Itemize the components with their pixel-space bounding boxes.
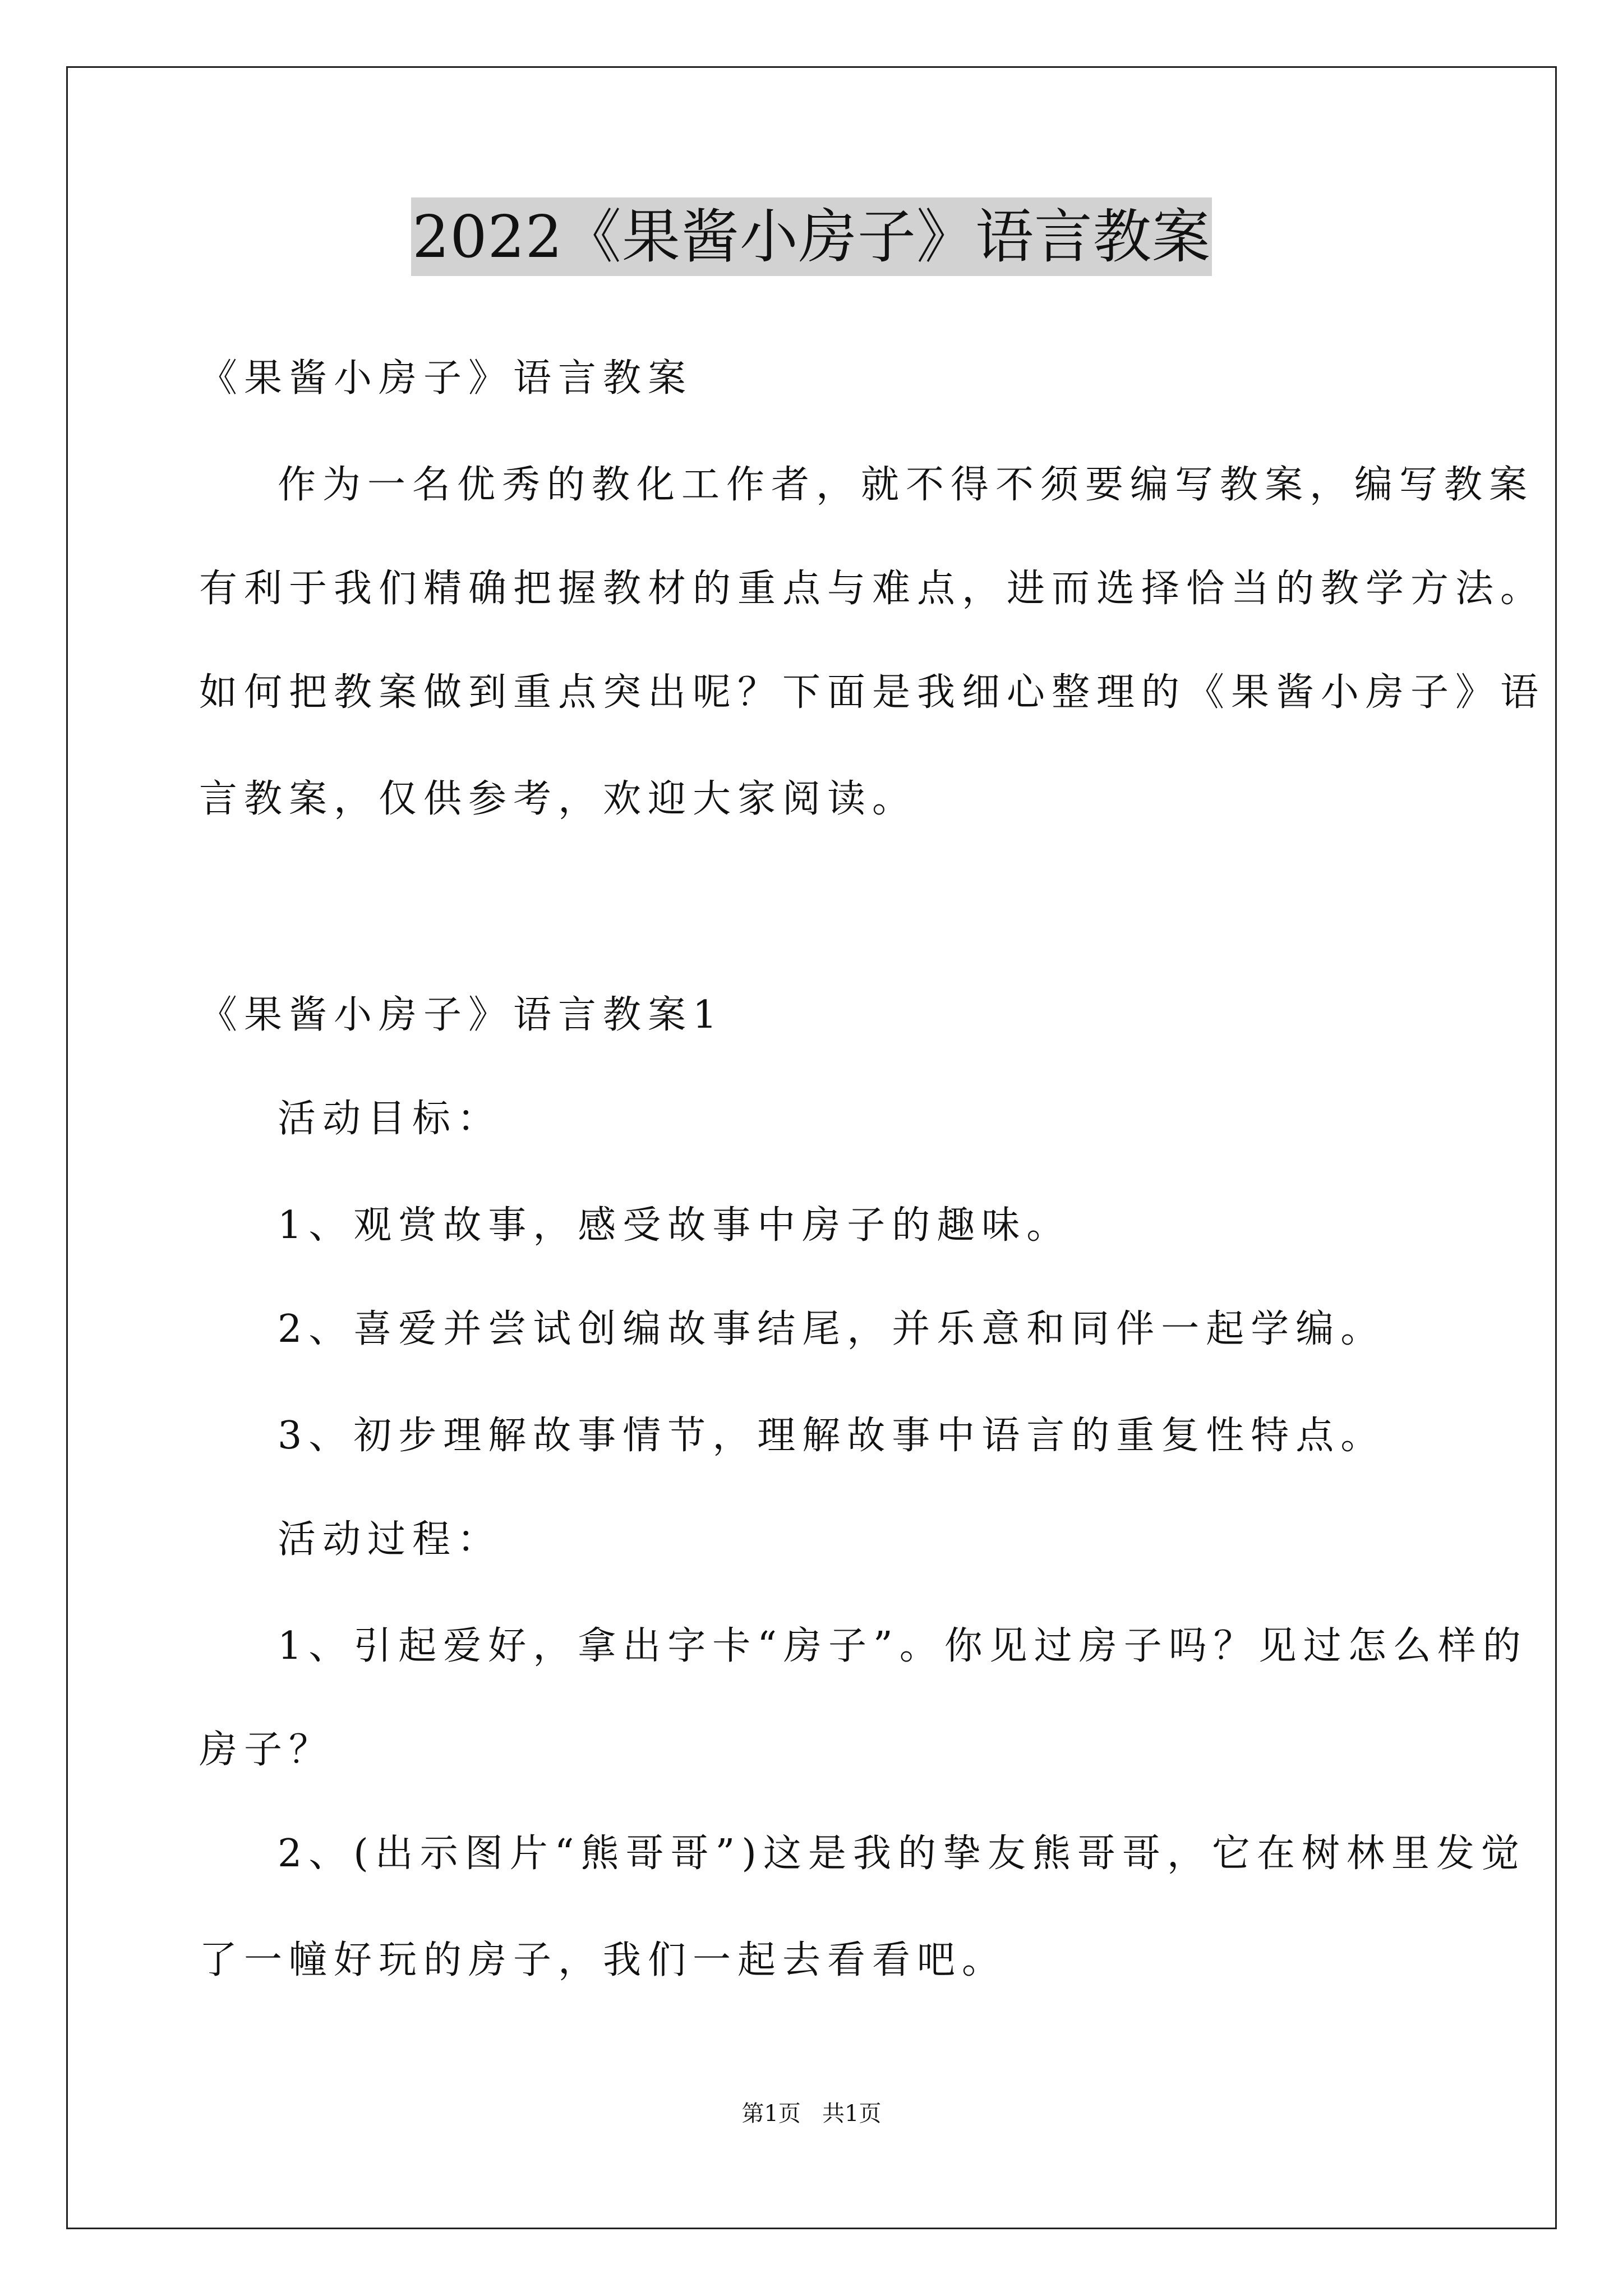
process-line-2: 房子？ [199, 1728, 334, 1772]
process-heading: 活动过程： [278, 1517, 502, 1562]
goal-item-3: 3、初步理解故事情节，理解故事中语言的重复性特点。 [278, 1414, 1386, 1458]
intro-line-1: 作为一名优秀的教化工作者，就不得不须要编写教案，编写教案 [278, 463, 1534, 507]
title-container [0, 197, 1623, 276]
document-title: 2022《果酱小房子》语言教案 [411, 197, 1212, 276]
process-line-1: 1、引起爱好，拿出字卡“房子”。你见过房子吗？见过怎么样的 [278, 1624, 1528, 1668]
process-line-3: 2、(出示图片“熊哥哥”)这是我的挚友熊哥哥，它在树林里发觉 [278, 1832, 1526, 1876]
goal-item-1: 1、观赏故事，感受故事中房子的趣味。 [278, 1203, 1072, 1248]
document-subtitle: 《果酱小房子》语言教案 [199, 356, 693, 401]
page-number-footer: 第1页 共1页 [741, 2101, 882, 2127]
section-heading: 《果酱小房子》语言教案1 [199, 993, 724, 1037]
intro-line-3: 如何把教案做到重点突出呢？下面是我细心整理的《果酱小房子》语 [199, 670, 1546, 715]
process-line-4: 了一幢好玩的房子，我们一起去看看吧。 [199, 1938, 1007, 1982]
goal-item-2: 2、喜爱并尝试创编故事结尾，并乐意和同伴一起学编。 [278, 1307, 1386, 1351]
intro-line-2: 有利于我们精确把握教材的重点与难点，进而选择恰当的教学方法。 [199, 567, 1546, 611]
goals-heading: 活动目标： [278, 1097, 502, 1141]
intro-line-4: 言教案，仅供参考，欢迎大家阅读。 [199, 777, 917, 821]
